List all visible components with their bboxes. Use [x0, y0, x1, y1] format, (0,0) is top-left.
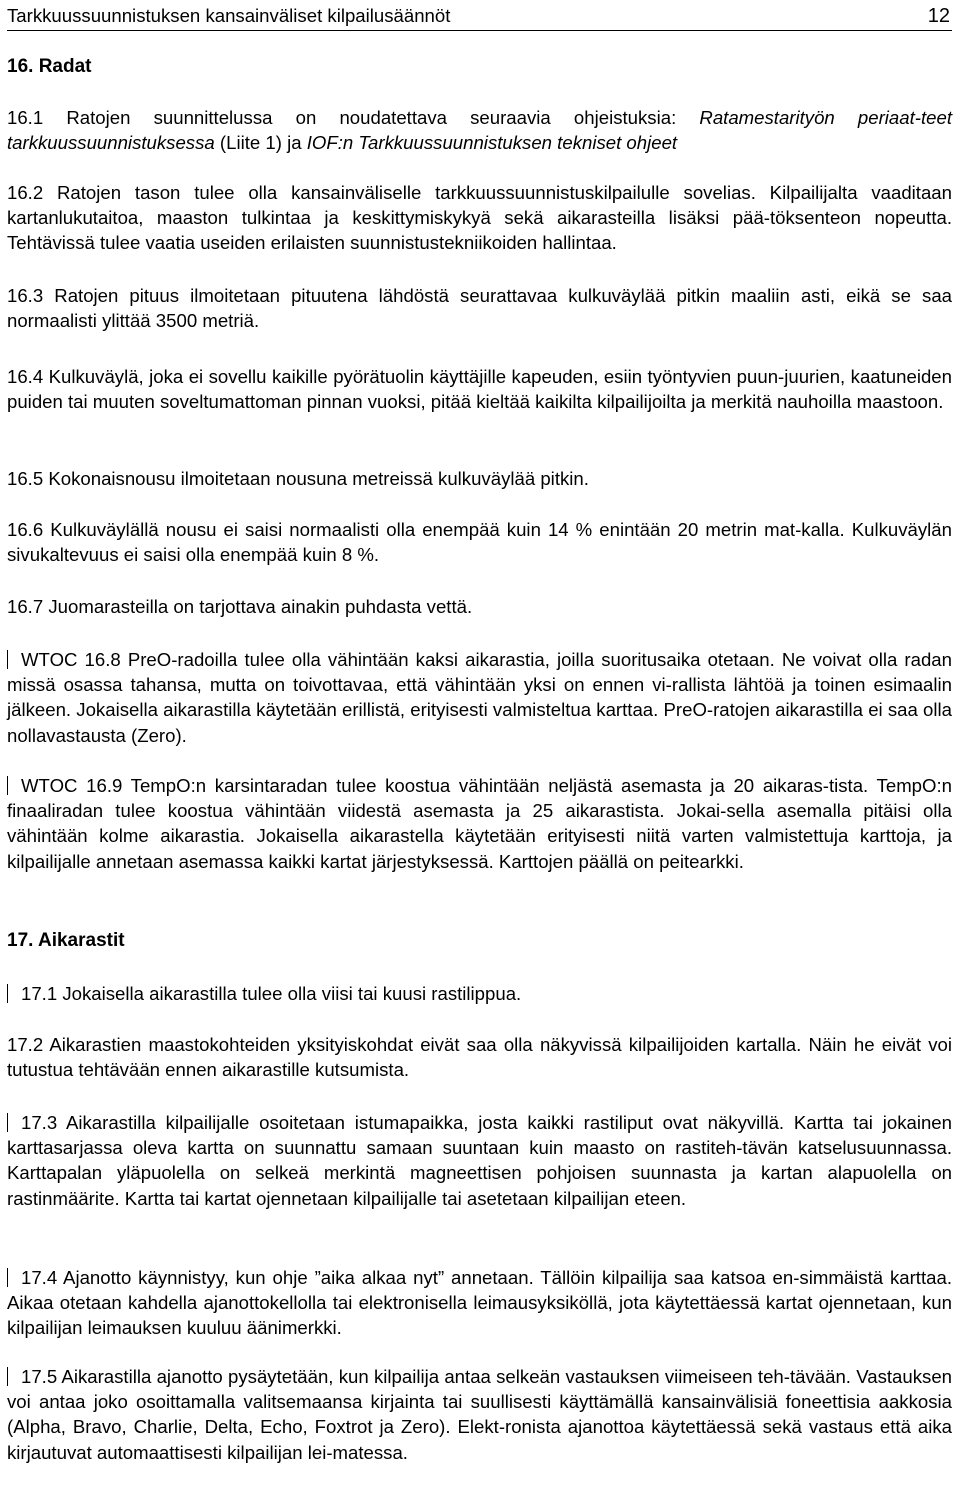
paragraph-17-1	[7, 981, 952, 1006]
paragraph-16-8	[7, 647, 952, 748]
p16-7-text: 16.7 Juomarasteilla on tarjottava ainakin puhdasta vettä.	[7, 596, 473, 617]
p16-8-text: WTOC 16.8 PreO-radoilla tulee olla vähintään kaksi aikarastia, joilla suoritusaika otetaan. Ne voivat olla radan missä osassa tahansa, mutta on toivottavaa, että vähintään yksi on ennen vi-rallista lähtöä ja toinen esimaalin jälkeen. Jokaisella aikarastilla käytetään erillistä, erityisesti valmisteltua karttaa. PreO-ratojen aikarastilla ei saa olla nollavastausta (Zero).	[7, 649, 952, 746]
p17-1-text: 17.1 Jokaisella aikarastilla tulee olla viisi tai kuusi rastilippua.	[21, 983, 522, 1004]
p17-4-text: 17.4 Ajanotto käynnistyy, kun ohje ”aika alkaa nyt” annetaan. Tällöin kilpailija saa katsoa en-simmäistä karttaa. Aikaa otetaan kahdella ajanottokellolla tai elektronisella leimausyksiköllä, jota käytettäessä kartat ojennetaan, kun kilpailijan leimauksen kuuluu äänimerkki.	[7, 1267, 952, 1339]
change-bar	[7, 1367, 8, 1386]
p17-3-text: 17.3 Aikarastilla kilpailijalle osoitetaan istumapaikka, josta kaikki rastiliput ovat näkyvillä. Kartta tai jokainen karttasarjassa oleva kartta on suunnattu samaan suuntaan kuin maasto on rastiteh-tävän katselusuunnassa. Karttapalan yläpuolella on selkeä merkintä magneettisen pohjoisen suunnasta ja kartan alapuolella on rastinmäärite. Kartta tai kartat ojennetaan kilpailijalle tai asetetaan kilpailijan eteen.	[7, 1112, 952, 1209]
paragraph-16-9	[7, 773, 952, 874]
p16-6-text: 16.6 Kulkuväylällä nousu ei saisi normaalisti olla enempää kuin 14 % enintään 20 metrin mat-kalla. Kulkuväylän sivukaltevuus ei saisi olla enempää kuin 8 %.	[7, 519, 952, 566]
paragraph-17-5	[7, 1364, 952, 1465]
section-16-title: 16. Radat	[7, 56, 92, 77]
change-bar	[7, 984, 8, 1003]
section-17-title: 17. Aikarastit	[7, 930, 125, 951]
document-title: Tarkkuussuunnistuksen kansainväliset kilpailusäännöt	[7, 5, 451, 26]
paragraph-16-1	[7, 105, 952, 155]
paragraph-17-4	[7, 1265, 952, 1341]
paragraph-16-3	[7, 283, 952, 333]
paragraph-16-5	[7, 466, 952, 491]
paragraph-17-2	[7, 1032, 952, 1082]
change-bar	[7, 650, 8, 669]
change-bar	[7, 1268, 8, 1287]
p16-1-ref-2: IOF:n Tarkkuussuunnistuksen tekniset ohjeet	[306, 132, 678, 154]
change-bar	[7, 1113, 8, 1132]
p16-1-ref-1: Ratamestarityön periaat-teet tarkkuussuunnistuksessa	[7, 107, 952, 154]
p16-4-text: 16.4 Kulkuväylä, joka ei sovellu kaikille pyörätuolin käyttäjille kapeuden, esiin työntyvien puun-juurien, kaatuneiden puiden tai muuten soveltumattoman pinnan vuoksi, pitää kieltää kaikilta kilpailijoilta ja merkitä nauhoilla maastoon.	[7, 366, 952, 413]
paragraph-16-4	[7, 364, 952, 414]
paragraph-17-3	[7, 1110, 952, 1211]
p16-5-text: 16.5 Kokonaisnousu ilmoitetaan nousuna metreissä kulkuväylää pitkin.	[7, 468, 589, 489]
p16-9-text: WTOC 16.9 TempO:n karsintaradan tulee koostua vähintään neljästä asemasta ja 20 aikaras-tista. TempO:n finaaliradan tulee koostua vähintään viidestä asemasta ja 25 aikarastista. Jokai-sella asemalla pitäisi olla vähintään kolme aikarastia. Jokaisella aikarastella käytetään erityisesti niitä varten valmistettuja karttoja, ja kilpailijalle annetaan asemassa kaikki kartat järjestyksessä. Karttojen päällä on peitearkki.	[7, 775, 952, 872]
p16-1-text-a: 16.1 Ratojen suunnittelussa on noudatettava seuraavia ohjeistuksia:	[7, 107, 700, 128]
paragraph-16-7	[7, 594, 952, 619]
change-bar	[7, 776, 8, 795]
p16-3-text: 16.3 Ratojen pituus ilmoitetaan pituutena lähdöstä seurattavaa kulkuväylää pitkin maaliin asti, eikä se saa normaalisti ylittää 3500 metriä.	[7, 285, 952, 332]
p17-2-text: 17.2 Aikarastien maastokohteiden yksityiskohdat eivät saa olla näkyvissä kilpailijoiden kartalla. Näin he eivät voi tutustua tehtävään ennen aikarastille kutsumista.	[7, 1034, 952, 1081]
p17-5-text: 17.5 Aikarastilla ajanotto pysäytetään, kun kilpailija antaa selkeän vastauksen viimeiseen teh-tävään. Vastauksen voi antaa joko osoittamalla valitsemaansa kirjainta tai suullisesti käyttämällä kansainvälisiä foneettisia aakkosia (Alpha, Bravo, Charlie, Delta, Echo, Foxtrot ja Zero). Elekt-ronista ajanottoa käytettäessä sekä vastaus että aika kirjautuvat automaattisesti kilpailijan lei-matessa.	[7, 1366, 952, 1463]
paragraph-16-2	[7, 180, 952, 256]
page-number: 12	[927, 5, 950, 27]
p16-2-text: 16.2 Ratojen tason tulee olla kansainväliselle tarkkuussuunnistuskilpailulle sovelias. Kilpailijalta vaaditaan kartanlukutaitoa, maaston tulkintaa ja keskittymiskykyä sekä aikarasteilla lisäksi pää-töksenteon nopeutta. Tehtävissä tulee vaatia useiden erilaisten suunnistustekniikoiden hallintaa.	[7, 182, 952, 254]
page-header	[7, 4, 952, 31]
p16-1-text-b: (Liite 1) ja	[214, 132, 307, 154]
paragraph-16-6	[7, 517, 952, 567]
